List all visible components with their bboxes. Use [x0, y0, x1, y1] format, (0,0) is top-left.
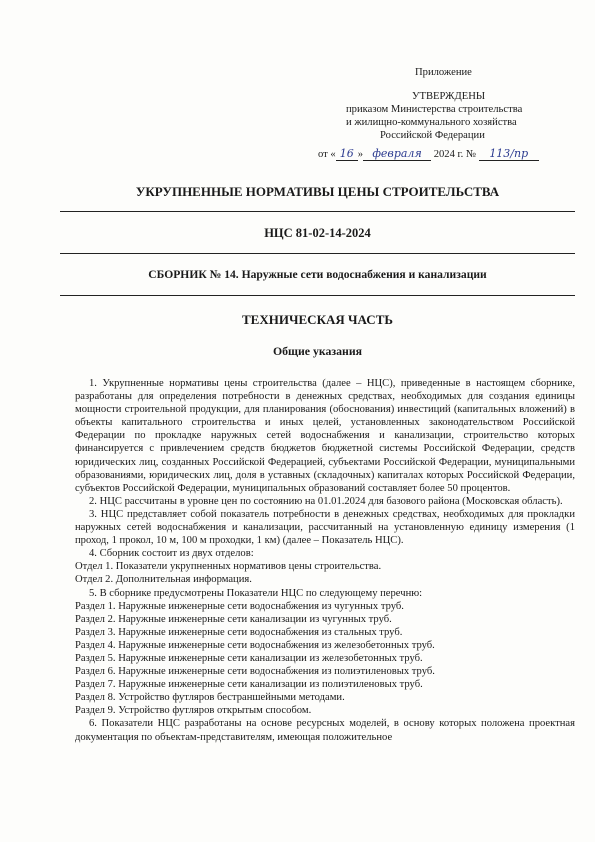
- paragraph-4: 4. Сборник состоит из двух отделов:: [89, 548, 254, 560]
- paragraph-2: 2. НЦС рассчитаны в уровне цен по состоянию на 01.01.2024 для базового района (Московская область).: [89, 495, 563, 507]
- order-number: 113/пр: [479, 147, 539, 161]
- section-item-4: Раздел 4. Наружные инженерные сети водоснабжения из железобетонных труб.: [75, 639, 435, 651]
- document-body: [75, 377, 575, 744]
- appendix-label: Приложение: [415, 67, 472, 78]
- code-title: НЦС 81-02-14-2024: [264, 226, 371, 240]
- divider-3: [60, 295, 575, 296]
- approval-date-line: [318, 147, 539, 161]
- section-item-1: Раздел 1. Наружные инженерные сети водоснабжения из чугунных труб.: [75, 600, 404, 612]
- date-day: 16: [336, 147, 358, 161]
- collection-title: СБОРНИК № 14. Наружные сети водоснабжения и канализации: [148, 268, 487, 281]
- section-item-6: Раздел 6. Наружные инженерные сети водоснабжения из полиэтиленовых труб.: [75, 666, 435, 678]
- section-item-7: Раздел 7. Наружные инженерные сети канализации из полиэтиленовых труб.: [75, 679, 423, 691]
- section-item-9: Раздел 9. Устройство футляров открытым способом.: [75, 705, 312, 717]
- date-mid: »: [357, 149, 364, 160]
- approval-line-1: приказом Министерства строительства: [346, 104, 523, 115]
- approved-label: УТВЕРЖДЕНЫ: [412, 91, 486, 102]
- approval-line-2: и жилищно-коммунального хозяйства: [346, 117, 517, 128]
- part-title: ТЕХНИЧЕСКАЯ ЧАСТЬ: [242, 312, 393, 327]
- paragraph-5: 5. В сборнике предусмотрены Показатели НЦС по следующему перечню:: [89, 587, 423, 599]
- paragraph-1: 1. Укрупненные нормативы цены строительства (далее – НЦС), приведенные в настоящем сборнике, разработаны для определения потребности в денежных средствах, необходимых для создания единицы мощности строительной продукции, для планирования (обоснования) инвестиций (капитальных вложений) в объекты капитального строительства и иных целей, установленных законодательством Российской Федерации по прокладке наружных сетей водоснабжения и канализации, строительство которых финансируется с привлечением средств бюджетов бюджетной системы Российской Федерации, средств юридических лиц, созданных Российской Федерацией, субъектами Российской Федерации, муниципальными образованиями, юридических лиц, доля в уставных (складочных) капиталах которых Российской Федерации, субъектов Российской Федерации, муниципальных образований составляет более 50 процентов.: [75, 378, 575, 494]
- section-item-8: Раздел 8. Устройство футляров бестраншейными методами.: [75, 692, 345, 704]
- paragraph-3: 3. НЦС представляет собой показатель потребности в денежных средствах, необходимых для прокладки наружных сетей водоснабжения и канализации, рассчитанный на установленную единицу измерения (1 проход, 1 прокол, 10 м, 100 м проходки, 1 км) (далее – Показатель НЦС).: [75, 508, 575, 547]
- section-title: Общие указания: [272, 344, 363, 358]
- divider-1: [60, 211, 575, 212]
- department-2: Отдел 2. Дополнительная информация.: [75, 574, 252, 586]
- approval-line-3: Российской Федерации: [380, 130, 485, 141]
- paragraph-6: 6. Показатели НЦС разработаны на основе ресурсных моделей, в основу которых положена проектная документация по объектам-представителям, имеющая положительное: [75, 718, 575, 743]
- department-1: Отдел 1. Показатели укрупненных нормативов цены строительства.: [75, 561, 382, 573]
- date-year: 2024 г. №: [433, 149, 477, 160]
- section-item-2: Раздел 2. Наружные инженерные сети канализации из чугунных труб.: [75, 613, 392, 625]
- date-month: февраля: [363, 147, 431, 161]
- main-title: УКРУПНЕННЫЕ НОРМАТИВЫ ЦЕНЫ СТРОИТЕЛЬСТВА: [135, 184, 500, 199]
- section-item-3: Раздел 3. Наружные инженерные сети водоснабжения из стальных труб.: [75, 626, 403, 638]
- divider-2: [60, 253, 575, 254]
- date-prefix: от «: [318, 149, 336, 160]
- section-item-5: Раздел 5. Наружные инженерные сети канализации из железобетонных труб.: [75, 652, 423, 664]
